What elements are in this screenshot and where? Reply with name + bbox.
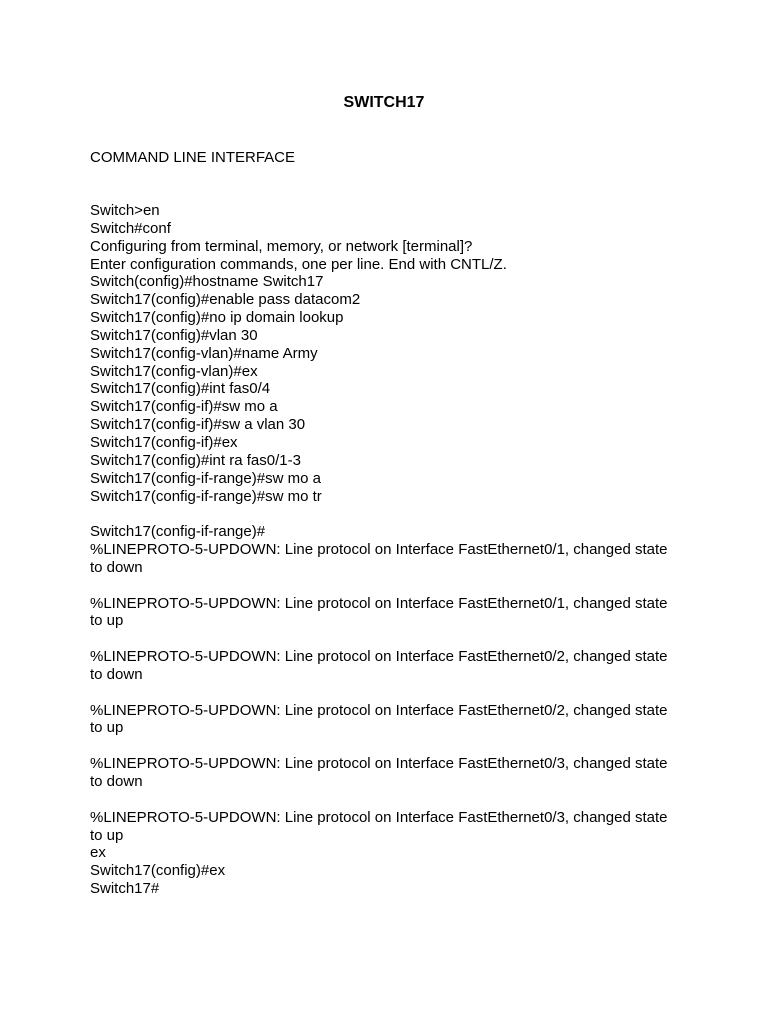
log-line: to up bbox=[90, 612, 124, 630]
log-message bbox=[90, 702, 690, 738]
log-line: to down bbox=[90, 773, 143, 790]
cli-line: Switch17(config)#ex bbox=[90, 862, 226, 880]
command-list bbox=[90, 202, 690, 505]
cli-line: Switch17(config-if-range)#sw mo a bbox=[90, 469, 321, 487]
blank-line bbox=[90, 630, 690, 648]
cli-line: Switch17(config-vlan)#ex bbox=[90, 362, 258, 380]
log-message bbox=[90, 648, 690, 684]
log-line: %LINEPROTO-5-UPDOWN: Line protocol on Interface FastEthernet0/1, changed state bbox=[90, 541, 668, 559]
cli-line: Switch17(config)#no ip domain lookup bbox=[90, 309, 344, 327]
cli-line: Switch17# bbox=[90, 880, 160, 898]
cli-line: Switch17(config-if)#ex bbox=[90, 433, 238, 451]
log-line: %LINEPROTO-5-UPDOWN: Line protocol on Interface FastEthernet0/1, changed state bbox=[90, 594, 668, 612]
log-message bbox=[90, 809, 690, 845]
cli-line: Switch#conf bbox=[90, 219, 171, 237]
log-line: to down bbox=[90, 665, 143, 683]
cli-line: Switch17(config)#enable pass datacom2 bbox=[90, 291, 361, 309]
cli-line: Switch17(config)#vlan 30 bbox=[90, 326, 258, 344]
log-message bbox=[90, 755, 690, 791]
cli-line: Switch(config)#hostname Switch17 bbox=[90, 273, 324, 291]
log-line: %LINEPROTO-5-UPDOWN: Line protocol on Interface FastEthernet0/3, changed state bbox=[90, 808, 668, 826]
blank-line bbox=[90, 577, 690, 595]
log-line: %LINEPROTO-5-UPDOWN: Line protocol on Interface FastEthernet0/2, changed state bbox=[90, 648, 668, 666]
cli-line: ex bbox=[90, 844, 106, 862]
cli-line: Switch17(config-if)#sw a vlan 30 bbox=[90, 416, 306, 434]
log-line: to up bbox=[90, 719, 124, 737]
log-line: %LINEPROTO-5-UPDOWN: Line protocol on Interface FastEthernet0/2, changed state bbox=[90, 701, 668, 719]
cli-line: Switch17(config-if-range)#sw mo tr bbox=[90, 487, 322, 505]
log-line: %LINEPROTO-5-UPDOWN: Line protocol on Interface FastEthernet0/3, changed state bbox=[90, 755, 668, 773]
cli-line: Configuring from terminal, memory, or network [terminal]? bbox=[90, 237, 473, 255]
cli-line: Enter configuration commands, one per line. End with CNTL/Z. bbox=[90, 255, 507, 273]
cli-line: Switch>en bbox=[90, 202, 160, 219]
cli-line: Switch17(config-if)#sw mo a bbox=[90, 398, 278, 416]
log-line: to up bbox=[90, 826, 124, 844]
document-title: SWITCH17 bbox=[343, 94, 425, 111]
blank-line bbox=[90, 737, 690, 755]
blank-line bbox=[90, 684, 690, 702]
log-message bbox=[90, 595, 690, 631]
cli-transcript bbox=[90, 202, 690, 898]
cli-line: Switch17(config-vlan)#name Army bbox=[90, 344, 318, 362]
blank-line bbox=[90, 791, 690, 809]
log-message bbox=[90, 541, 690, 577]
section-heading: COMMAND LINE INTERFACE bbox=[90, 149, 296, 166]
blank-line bbox=[90, 505, 690, 523]
cli-line: Switch17(config)#int fas0/4 bbox=[90, 380, 271, 398]
range-prompt-line: Switch17(config-if-range)# bbox=[90, 523, 266, 541]
log-line: to down bbox=[90, 558, 143, 576]
closing-lines bbox=[90, 844, 690, 898]
cli-line: Switch17(config)#int ra fas0/1-3 bbox=[90, 451, 301, 469]
